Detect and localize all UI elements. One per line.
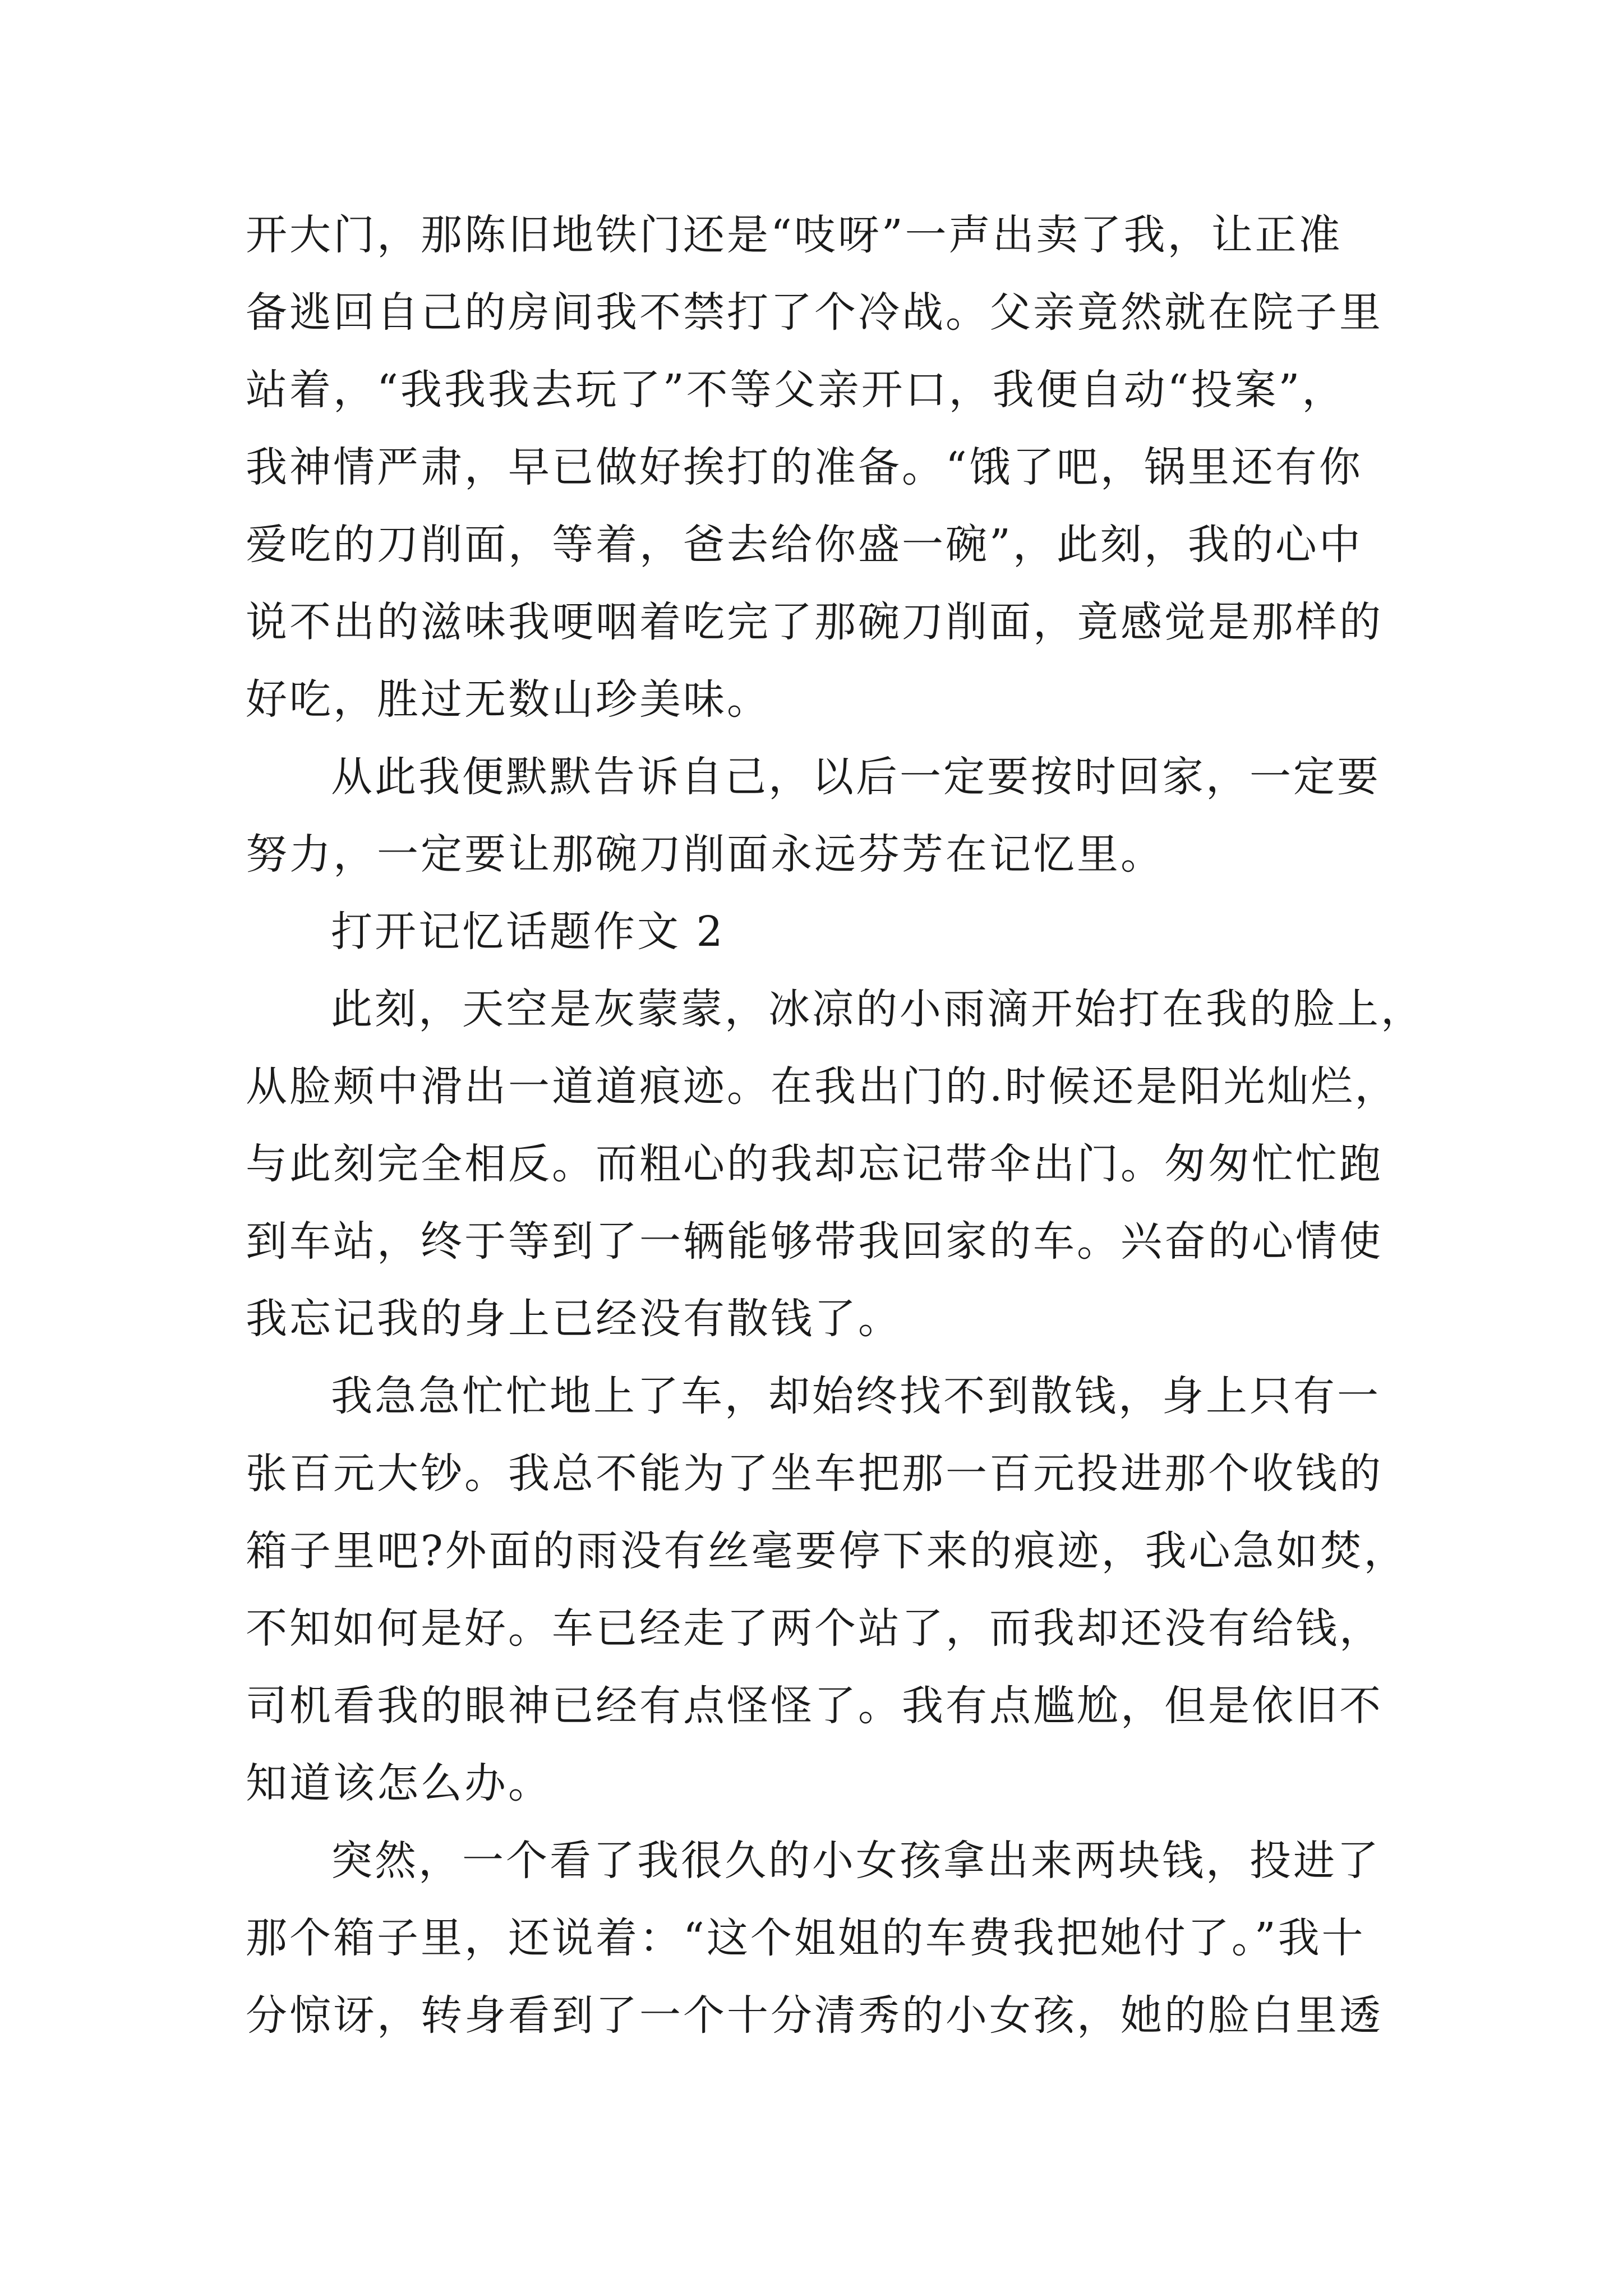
text-line: 备逃回自己的房间我不禁打了个冷战。父亲竟然就在院子里: [246, 288, 1383, 337]
text-line: 从脸颊中滑出一道道痕迹。在我出门的.时候还是阳光灿烂，: [246, 1062, 1399, 1111]
text-line: 那个箱子里，还说着：“这个姐姐的车费我把她付了。”我十: [246, 1914, 1366, 1962]
text-line: 不知如何是好。车已经走了两个站了，而我却还没有给钱，: [246, 1604, 1383, 1653]
paragraph-first-line: 我急急忙忙地上了车，却始终找不到散钱，身上只有一: [331, 1372, 1381, 1420]
paragraph-first-line: 此刻，天空是灰蒙蒙，冰凉的小雨滴开始打在我的脸上，: [331, 985, 1424, 1033]
text-line: 与此刻完全相反。而粗心的我却忘记带伞出门。匆匆忙忙跑: [246, 1140, 1383, 1188]
text-line: 站着，“我我我去玩了”不等父亲开口，我便自动“投案”，: [246, 366, 1346, 414]
text-line: 说不出的滋味我哽咽着吃完了那碗刀削面，竟感觉是那样的: [246, 598, 1383, 646]
text-line: 张百元大钞。我总不能为了坐车把那一百元投进那个收钱的: [246, 1450, 1383, 1498]
text-line: 爱吃的刀削面，等着，爸去给你盛一碗”，此刻，我的心中: [246, 521, 1363, 569]
text-line: 我神情严肃，早已做好挨打的准备。“饿了吧，锅里还有你: [246, 443, 1363, 491]
paragraph-first-line: 突然，一个看了我很久的小女孩拿出来两块钱，投进了: [331, 1837, 1381, 1885]
text-line: 努力，一定要让那碗刀削面永远芬芳在记忆里。: [246, 830, 1164, 878]
document-body: [246, 196, 1424, 2054]
text-line: 开大门，那陈旧地铁门还是“吱呀”一声出卖了我，让正准: [246, 211, 1343, 259]
paragraph-first-line: 从此我便默默告诉自己，以后一定要按时回家，一定要: [331, 753, 1381, 801]
text-line: 分惊讶，转身看到了一个十分清秀的小女孩，她的脸白里透: [246, 1991, 1383, 2040]
text-line: 到车站，终于等到了一辆能够带我回家的车。兴奋的心情使: [246, 1217, 1383, 1266]
text-line: 知道该怎么办。: [246, 1759, 552, 1807]
text-line: 我忘记我的身上已经没有散钱了。: [246, 1295, 902, 1343]
section-heading: 打开记忆话题作文 2: [331, 908, 725, 956]
text-line: 司机看我的眼神已经有点怪怪了。我有点尴尬，但是依旧不: [246, 1682, 1383, 1730]
text-line: 好吃，胜过无数山珍美味。: [246, 675, 771, 724]
text-line: 箱子里吧?外面的雨没有丝毫要停下来的痕迹，我心急如焚，: [246, 1527, 1408, 1575]
